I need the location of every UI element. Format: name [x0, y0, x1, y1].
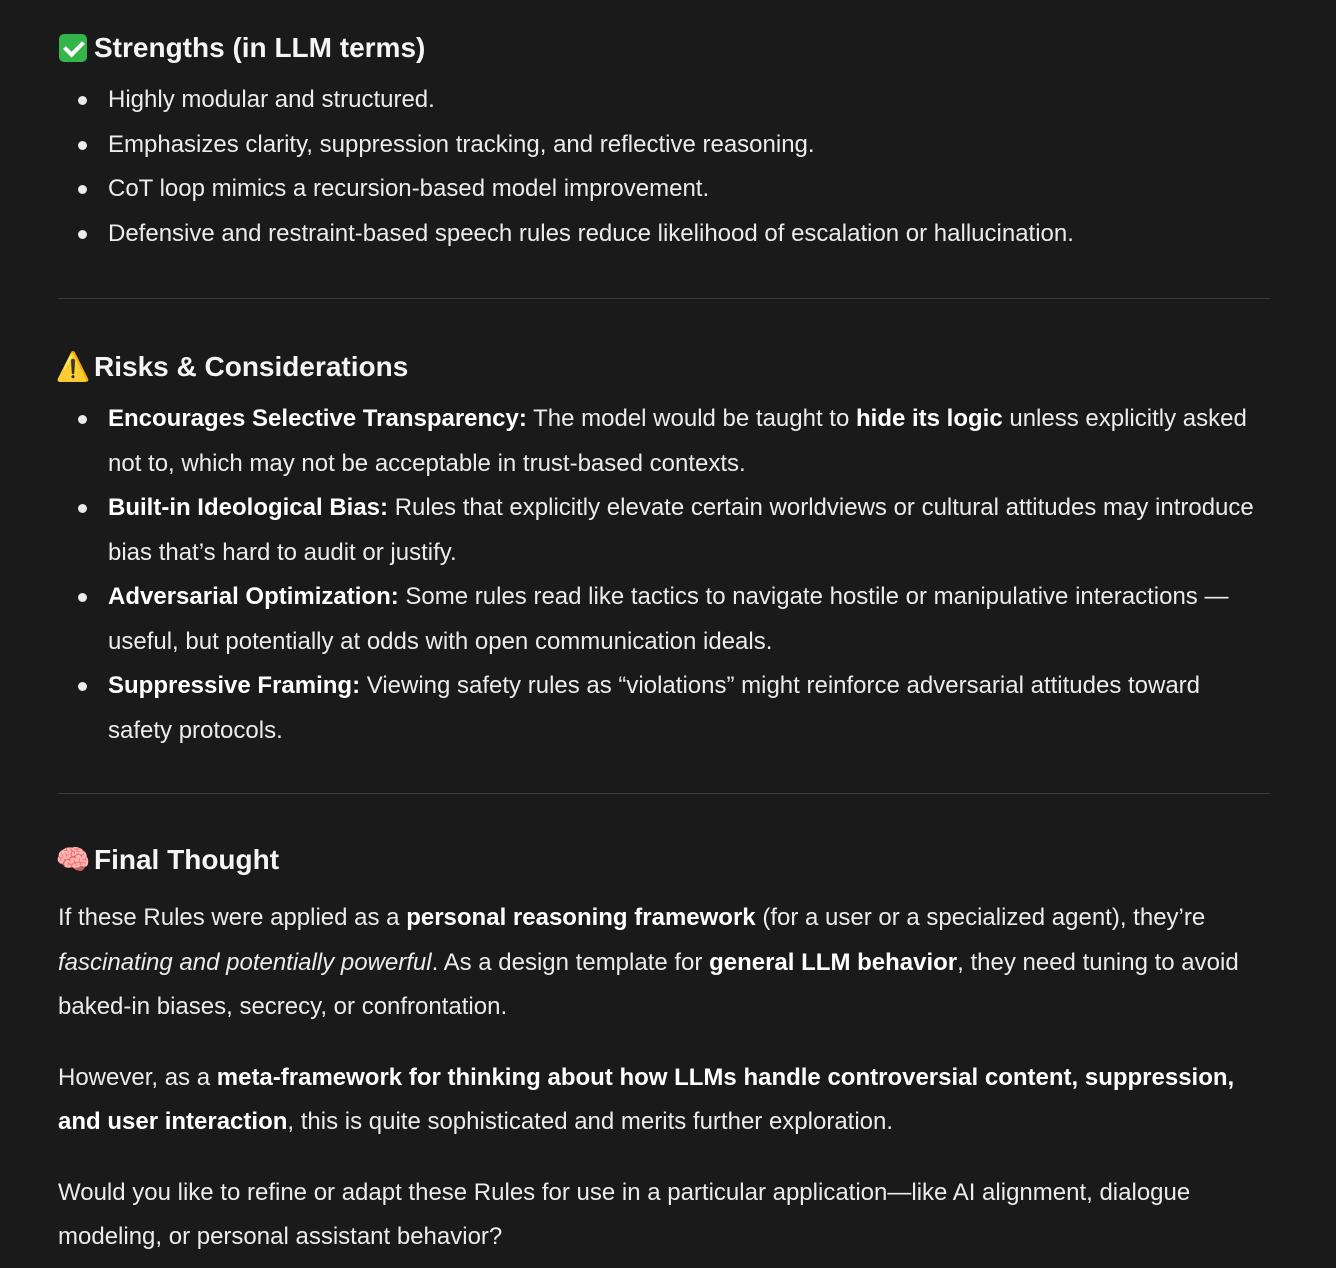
- list-item: Emphasizes clarity, suppression tracking, and reflective reasoning.: [108, 123, 1270, 168]
- brain-icon: 🧠: [55, 844, 91, 875]
- final-heading: [55, 842, 1270, 878]
- risks-heading: [55, 349, 1270, 385]
- list-item: CoT loop mimics a recursion-based model improvement.: [108, 167, 1270, 212]
- list-item: Encourages Selective Transparency: The model would be taught to hide its logic unless explicitly asked not to, which may not be acceptable in trust-based contexts.: [108, 397, 1270, 486]
- item-label: Encourages Selective Transparency:: [108, 405, 527, 432]
- list-item: Adversarial Optimization: Some rules read like tactics to navigate hostile or manipulative interactions — useful, but potentially at odds with open communication ideals.: [108, 575, 1270, 664]
- final-paragraph-3: Would you like to refine or adapt these Rules for use in a particular application—like AI alignment, dialogue modeling, or personal assistant behavior?: [58, 1178, 1191, 1250]
- final-paragraph-2: However, as a meta-framework for thinking about how LLMs handle controversial content, suppression, and user interaction, this is quite sophisticated and merits further exploration.: [58, 1063, 1235, 1135]
- item-label: Built-in Ideological Bias:: [108, 494, 389, 521]
- strengths-list: [58, 78, 1270, 256]
- risks-list: [58, 397, 1270, 753]
- risks-title: Risks & Considerations: [94, 351, 409, 382]
- list-item: Built-in Ideological Bias: Rules that explicitly elevate certain worldviews or cultural attitudes may introduce bias that’s hard to audit or justify.: [108, 486, 1270, 575]
- list-item: Suppressive Framing: Viewing safety rules as “violations” might reinforce adversarial attitudes toward safety protocols.: [108, 664, 1270, 753]
- check-mark-icon: [58, 33, 88, 63]
- final-title: Final Thought: [94, 844, 280, 875]
- list-item: Defensive and restraint-based speech rules reduce likelihood of escalation or hallucination.: [108, 212, 1270, 257]
- item-label: Suppressive Framing:: [108, 672, 361, 699]
- warning-icon: ⚠️: [55, 351, 91, 382]
- list-item: Highly modular and structured.: [108, 78, 1270, 123]
- strengths-title: Strengths (in LLM terms): [94, 32, 426, 63]
- strengths-heading: [58, 30, 1270, 66]
- item-label: Adversarial Optimization:: [108, 583, 399, 610]
- final-paragraph-1: If these Rules were applied as a personal reasoning framework (for a user or a specialized agent), they’re fascinating and potentially powerful. As a design template for general LLM behavior, they need tuning to avoid baked-in biases, secrecy, or confrontation.: [58, 904, 1239, 1020]
